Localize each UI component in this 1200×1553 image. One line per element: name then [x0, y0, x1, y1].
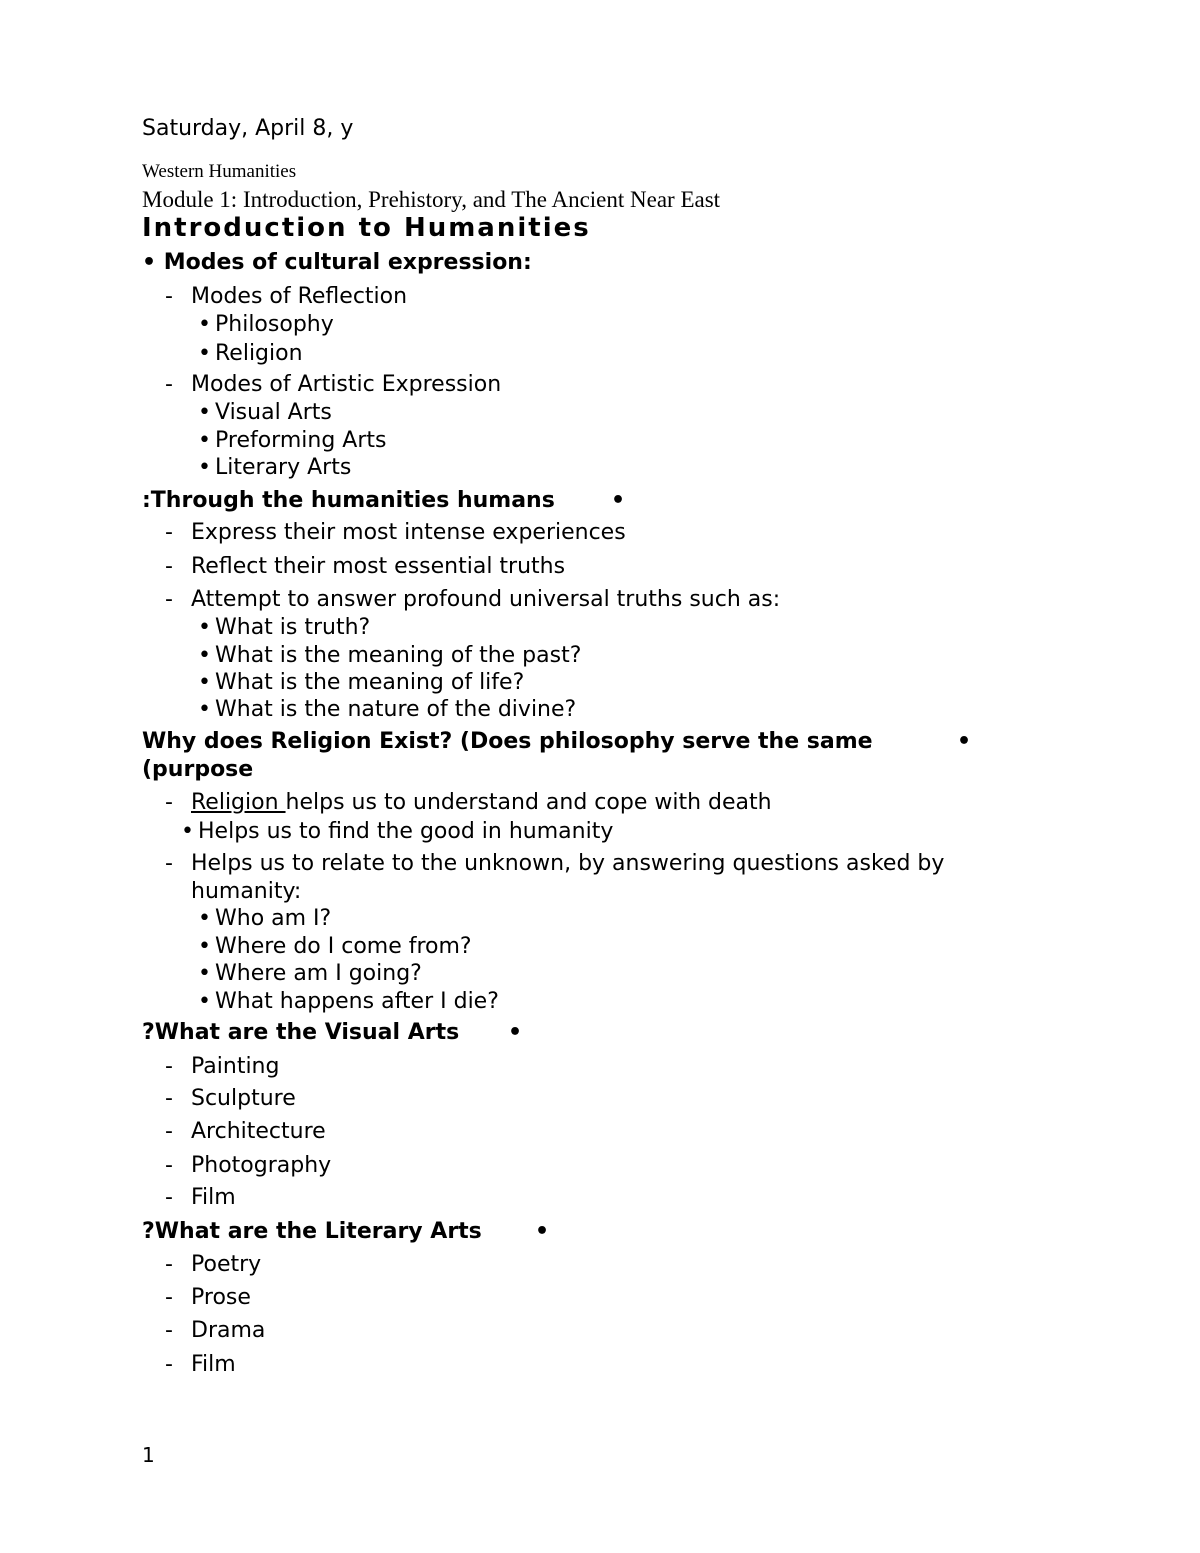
underlined-term: Religion [191, 790, 286, 815]
heading-text: (purpose [142, 757, 254, 782]
list-item-continuation [191, 879, 301, 904]
list-item-text: Where am I going? [215, 961, 422, 986]
list-item [198, 428, 386, 453]
list-item [198, 643, 581, 668]
bullet-icon: • [535, 1219, 550, 1244]
list-item-text: Religion [215, 341, 303, 366]
list-item-text: Who am I? [215, 906, 332, 931]
section-heading-religion [142, 729, 972, 754]
list-item-text: Architecture [191, 1119, 326, 1144]
list-item-text: Philosophy [215, 312, 334, 337]
dash-icon: - [165, 1318, 173, 1343]
list-item [165, 1119, 326, 1144]
list-item [165, 1352, 236, 1377]
bullet-icon: • [198, 643, 211, 668]
dash-icon: - [165, 1185, 173, 1210]
heading-text: Why does Religion Exist? (Does philosophy serve the same [142, 729, 873, 754]
list-item [165, 372, 502, 397]
bullet-icon: • [198, 989, 211, 1014]
list-item-text: What happens after I die? [215, 989, 499, 1014]
list-item [198, 670, 524, 695]
dash-icon: - [165, 1119, 173, 1144]
dash-icon: - [165, 1252, 173, 1277]
list-item-text: What is the meaning of the past? [215, 643, 582, 668]
list-item-text: Reflect their most essential truths [191, 554, 566, 579]
list-item [198, 455, 351, 480]
list-item [165, 1054, 280, 1079]
list-item-text: Film [191, 1352, 236, 1377]
dash-icon: - [165, 520, 173, 545]
dash-icon: - [165, 1054, 173, 1079]
page-title: Introduction to Humanities [142, 213, 591, 243]
list-item [165, 1153, 332, 1178]
list-item-text: Preforming Arts [215, 428, 387, 453]
dash-icon: - [165, 587, 173, 612]
list-item-text: Photography [191, 1153, 332, 1178]
bullet-icon: • [198, 341, 211, 366]
list-item [165, 1185, 236, 1210]
list-item-text: Prose [191, 1285, 251, 1310]
list-item-text: Attempt to answer profound universal truths such as: [191, 587, 781, 612]
list-item-text: Express their most intense experiences [191, 520, 626, 545]
list-item [165, 520, 626, 545]
list-item [198, 697, 576, 722]
list-item-text: helps us to understand and cope with death [285, 790, 772, 815]
list-item-text: Painting [191, 1054, 280, 1079]
bullet-icon: • [198, 697, 211, 722]
section-heading-religion-cont [142, 757, 253, 782]
heading-text: ?What are the Literary Arts [142, 1219, 482, 1244]
heading-text: ?What are the Visual Arts [142, 1020, 460, 1045]
list-item-text: What is truth? [215, 615, 371, 640]
bullet-icon: • [508, 1020, 523, 1045]
bullet-icon: • [198, 906, 211, 931]
dash-icon: - [165, 284, 173, 309]
list-item [165, 1252, 262, 1277]
bullet-icon: • [957, 729, 972, 754]
bullet-icon: • [198, 615, 211, 640]
list-item-text: Modes of Artistic Expression [191, 372, 502, 397]
list-item [198, 934, 472, 959]
list-item-text: Film [191, 1185, 236, 1210]
list-item [198, 906, 331, 931]
list-item [165, 587, 781, 612]
dash-icon: - [165, 1352, 173, 1377]
dash-icon: - [165, 1285, 173, 1310]
bullet-icon: • [198, 312, 211, 337]
list-item-text: Helps us to relate to the unknown, by answering questions asked by [191, 851, 945, 876]
bullet-icon: • [611, 488, 626, 513]
section-heading-literary-arts [142, 1219, 550, 1244]
list-item [198, 989, 499, 1014]
list-item [198, 341, 303, 366]
list-item-text: humanity: [191, 879, 302, 904]
list-item-text: Helps us to find the good in humanity [198, 819, 614, 844]
dash-icon: - [165, 1153, 173, 1178]
page-number: 1 [142, 1443, 155, 1467]
list-item-text: Literary Arts [215, 455, 352, 480]
heading-text: Modes of cultural expression: [163, 250, 532, 275]
list-item-text: Drama [191, 1318, 266, 1343]
bullet-icon: • [198, 400, 211, 425]
document-date: Saturday, April 8, y [142, 116, 354, 141]
list-item-text: Poetry [191, 1252, 262, 1277]
dash-icon: - [165, 554, 173, 579]
list-item [198, 615, 370, 640]
list-item [165, 851, 945, 876]
heading-text: :Through the humanities humans [142, 488, 555, 513]
list-item [198, 961, 422, 986]
bullet-icon: • [198, 934, 211, 959]
list-item [198, 312, 334, 337]
dash-icon: - [165, 1086, 173, 1111]
list-item [165, 1318, 266, 1343]
list-item-text: Modes of Reflection [191, 284, 408, 309]
bullet-icon: • [181, 819, 194, 844]
course-name: Western Humanities [142, 161, 297, 182]
list-item [165, 1086, 296, 1111]
section-heading-visual-arts [142, 1020, 523, 1045]
bullet-icon: • [198, 670, 211, 695]
bullet-icon: • [142, 250, 157, 275]
list-item [165, 554, 566, 579]
list-item-text: Sculpture [191, 1086, 296, 1111]
list-item-text: Visual Arts [215, 400, 332, 425]
dash-icon: - [165, 851, 173, 876]
bullet-icon: • [198, 428, 211, 453]
list-item-text: What is the nature of the divine? [215, 697, 577, 722]
module-title: Module 1: Introduction, Prehistory, and The Ancient Near East [142, 187, 721, 212]
list-item [181, 819, 613, 844]
list-item-text: What is the meaning of life? [215, 670, 525, 695]
dash-icon: - [165, 372, 173, 397]
bullet-icon: • [198, 455, 211, 480]
list-item [165, 284, 408, 309]
dash-icon: - [165, 790, 173, 815]
list-item [198, 400, 332, 425]
bullet-icon: • [198, 961, 211, 986]
list-item [165, 790, 772, 815]
section-heading-modes [142, 250, 532, 275]
list-item [165, 1285, 251, 1310]
list-item-text: Where do I come from? [215, 934, 472, 959]
section-heading-humanities [142, 488, 626, 513]
